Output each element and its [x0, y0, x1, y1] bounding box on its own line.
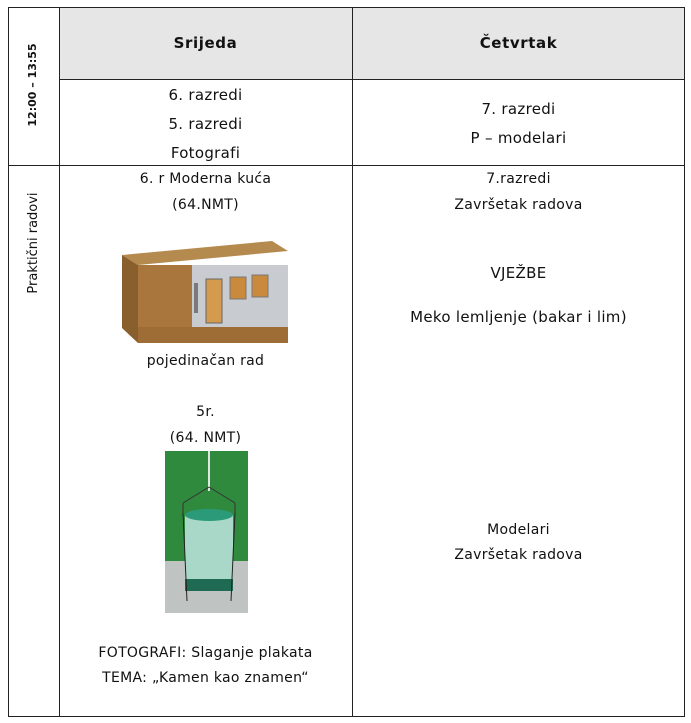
house-model-image: [122, 233, 288, 343]
row1-wednesday-cell: [59, 81, 352, 168]
row1-wed-line2: 5. razredi: [168, 115, 243, 133]
schedule-table: [8, 7, 685, 717]
row1-thu-line1: 7. razredi: [481, 100, 556, 118]
time-slot-label: 12:00 – 13:55: [26, 43, 39, 127]
wed-footer2: TEMA: „Kamen kao znamen“: [102, 670, 309, 686]
thu-exercise: Meko lemljenje (bakar i lim): [410, 308, 627, 326]
section-label: Praktični radovi: [26, 192, 41, 294]
wed-note: pojedinačan rad: [146, 353, 265, 369]
row1-thursday-cell: [352, 95, 685, 153]
thu-heading: VJEŽBE: [490, 264, 547, 282]
wed-code: (64.NMT): [172, 197, 239, 213]
border-left: [8, 7, 9, 717]
header-wednesday: Srijeda: [173, 34, 238, 52]
header-thursday: Četvrtak: [479, 34, 558, 52]
border-top: [8, 7, 685, 8]
wed-footer1: FOTOGRAFI: Slaganje plakata: [98, 645, 313, 661]
wed-title: 6. r Moderna kuća: [139, 171, 272, 187]
thu-line3: Modelari: [487, 522, 550, 538]
thu-line4: Završetak radova: [454, 547, 583, 563]
row1-wed-line1: 6. razredi: [168, 86, 243, 104]
cylinder-model-image: [165, 451, 248, 613]
row1-thu-line2: P – modelari: [470, 129, 567, 147]
thu-line1: 7.razredi: [486, 171, 551, 187]
border-header-row: [59, 79, 685, 80]
thu-line2: Završetak radova: [454, 197, 583, 213]
wed-code2: (64. NMT): [169, 430, 242, 446]
wed-grade: 5r.: [196, 404, 215, 420]
border-bottom: [8, 716, 685, 717]
row1-wed-line3: Fotografi: [170, 144, 241, 162]
